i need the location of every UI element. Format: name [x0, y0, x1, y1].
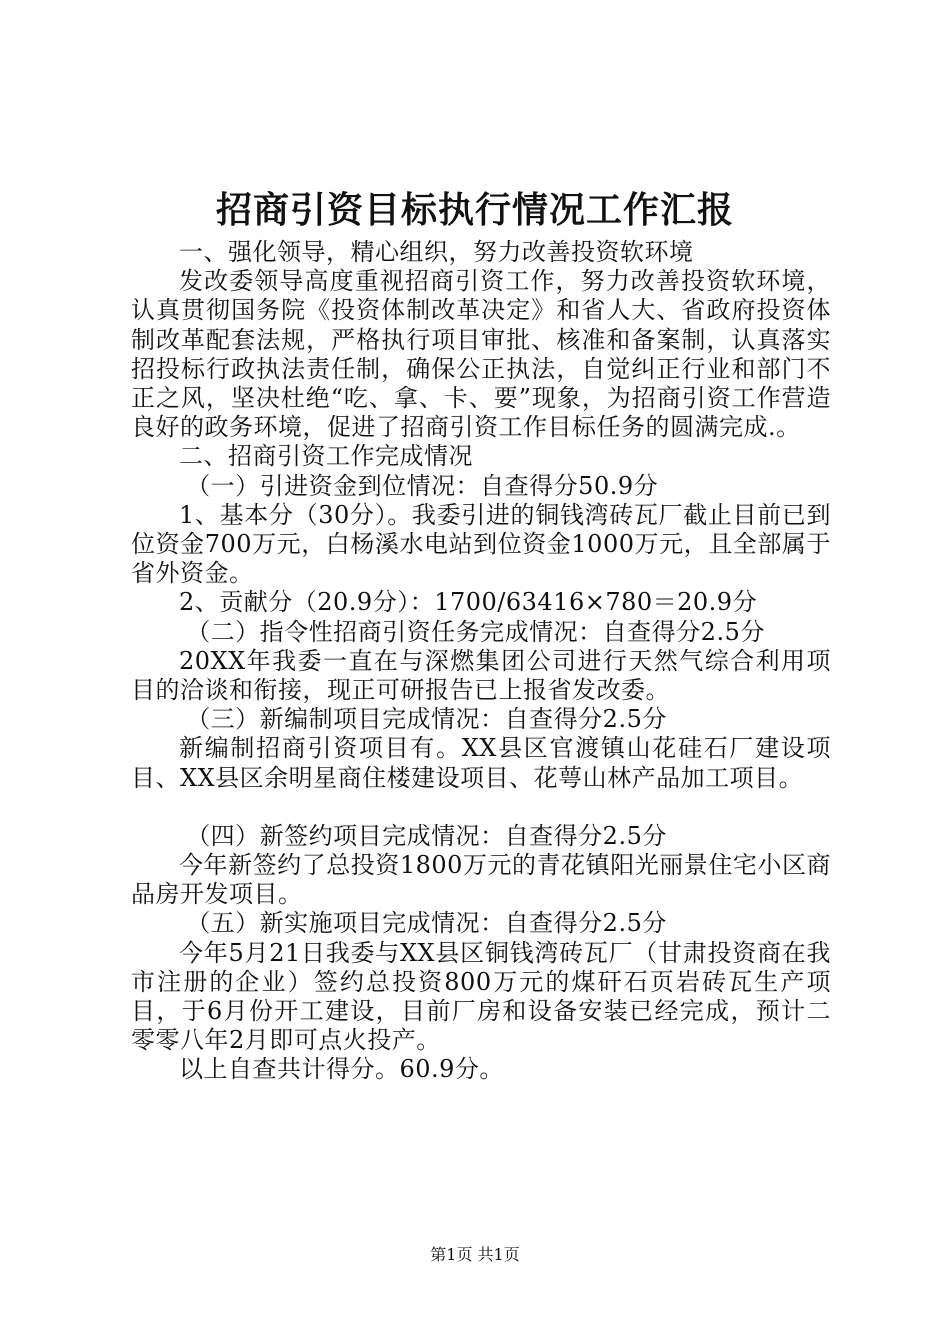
page-footer: 第1页 共1页: [430, 1245, 520, 1264]
section-heading-2: 二、招商引资工作完成情况: [179, 442, 473, 471]
body-paragraph: 20XX年我委一直在与深燃集团公司进行天然气综合利用项目的洽谈和衔接，现正可研报告已上报省发改委。: [131, 646, 831, 705]
body-paragraph: 发改委领导高度重视招商引资工作，努力改善投资软环境，认真贯彻国务院《投资体制改革决定》和省人大、省政府投资体制改革配套法规，严格执行项目审批、核准和备案制，认真落实招投标行政执法责任制，确保公正执法，自觉纠正行业和部门不正之风，坚决杜绝“吃、拿、卡、要”现象，为招商引资工作营造良好的政务环境，促进了招商引资工作目标任务的圆满完成.。: [131, 267, 831, 442]
subsection-heading: （二）指令性招商引资任务完成情况：自查得分2.5分: [186, 617, 765, 646]
body-paragraph: 新编制招商引资项目有。XX县区官渡镇山花硅石厂建设项目、XX县区余明星商住楼建设项目、花萼山林产品加工项目。: [131, 734, 831, 792]
subsection-heading: （三）新编制项目完成情况：自查得分2.5分: [186, 705, 667, 734]
body-paragraph: 今年5月21日我委与XX县区铜钱湾砖瓦厂（甘肃投资商在我市注册的企业）签约总投资800万元的煤矸石页岩砖瓦生产项目，于6月份开工建设，目前厂房和设备安装已经完成，预计二零零八年2月即可点火投产。: [131, 938, 831, 1055]
section-heading-1: 一、强化领导，精心组织，努力改善投资软环境: [179, 238, 694, 266]
body-paragraph: 今年新签约了总投资1800万元的青花镇阳光丽景住宅小区商品房开发项目。: [131, 851, 831, 909]
body-paragraph: 2、贡献分（20.9分）：1700/63416×780＝20.9分: [179, 588, 758, 617]
page-title: 招商引资目标执行情况工作汇报: [215, 189, 734, 231]
subsection-heading: （一）引进资金到位情况：自查得分50.9分: [186, 471, 659, 500]
document-body: [131, 238, 831, 1085]
body-paragraph: 1、基本分（30分）。我委引进的铜钱湾砖瓦厂截止目前已到位资金700万元，白杨溪水电站到位资金1000万元，且全部属于省外资金。: [131, 500, 831, 588]
subsection-heading: （四）新签约项目完成情况：自查得分2.5分: [186, 821, 667, 850]
summary-paragraph: 以上自查共计得分。60.9分。: [179, 1055, 504, 1084]
subsection-heading: （五）新实施项目完成情况：自查得分2.5分: [186, 909, 667, 938]
